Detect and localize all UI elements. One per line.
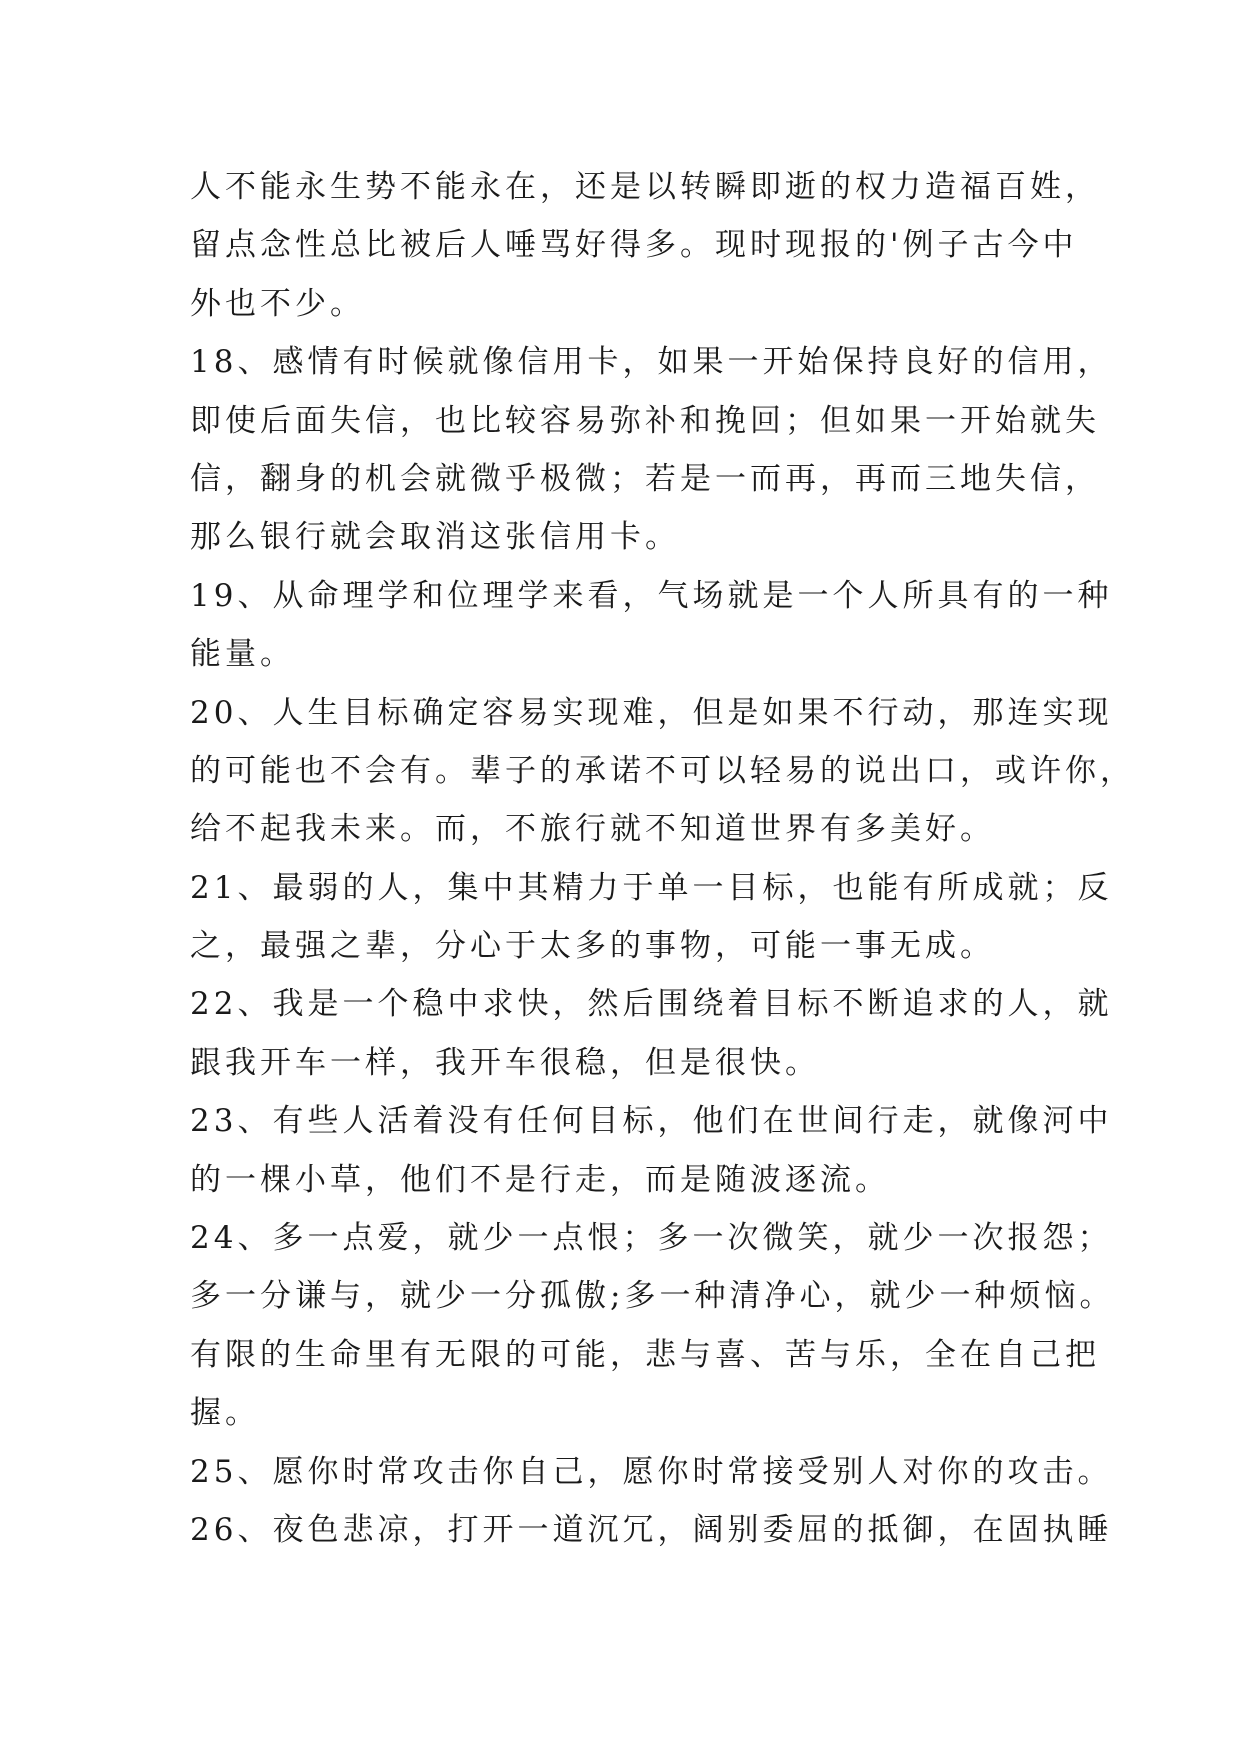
text-line: 给不起我未来。而，不旅行就不知道世界有多美好。 bbox=[190, 811, 995, 848]
text-line: 跟我开车一样，我开车很稳，但是很快。 bbox=[190, 1044, 820, 1081]
document-body bbox=[190, 158, 1135, 1559]
text-line: 有限的生命里有无限的可能，悲与喜、苦与乐，全在自己把 bbox=[190, 1336, 1100, 1373]
text-line: 外也不少。 bbox=[190, 285, 365, 322]
text-line: 信，翻身的机会就微乎极微；若是一而再，再而三地失信， bbox=[190, 460, 1100, 497]
text-line: 21、最弱的人，集中其精力于单一目标，也能有所成就；反 bbox=[190, 869, 1113, 906]
text-line: 22、我是一个稳中求快，然后围绕着目标不断追求的人，就 bbox=[190, 986, 1113, 1023]
text-line: 18、感情有时候就像信用卡，如果一开始保持良好的信用， bbox=[190, 344, 1113, 381]
text-line: 26、夜色悲凉，打开一道沉冗，阔别委屈的抵御，在固执睡 bbox=[190, 1511, 1113, 1548]
text-line: 那么银行就会取消这张信用卡。 bbox=[190, 519, 680, 556]
text-line: 24、多一点爱，就少一点恨；多一次微笑，就少一次报怨； bbox=[190, 1220, 1113, 1257]
text-line: 25、愿你时常攻击你自己，愿你时常接受别人对你的攻击。 bbox=[190, 1453, 1113, 1490]
text-line: 的可能也不会有。辈子的承诺不可以轻易的说出口，或许你， bbox=[190, 752, 1135, 789]
text-line: 19、从命理学和位理学来看，气场就是一个人所具有的一种 bbox=[190, 577, 1113, 614]
text-line: 留点念性总比被后人唾骂好得多。现时现报的'例子古今中 bbox=[190, 227, 1078, 264]
text-line: 23、有些人活着没有任何目标，他们在世间行走，就像河中 bbox=[190, 1103, 1113, 1140]
text-line: 之，最强之辈，分心于太多的事物，可能一事无成。 bbox=[190, 928, 995, 965]
text-line: 握。 bbox=[190, 1395, 260, 1432]
text-line: 多一分谦与，就少一分孤傲;多一种清净心，就少一种烦恼。 bbox=[190, 1278, 1115, 1315]
text-line: 能量。 bbox=[190, 636, 295, 673]
text-line: 即使后面失信，也比较容易弥补和挽回；但如果一开始就失 bbox=[190, 402, 1100, 439]
text-line: 的一棵小草，他们不是行走，而是随波逐流。 bbox=[190, 1161, 890, 1198]
text-line: 20、人生目标确定容易实现难，但是如果不行动，那连实现 bbox=[190, 694, 1113, 731]
text-line: 人不能永生势不能永在，还是以转瞬即逝的权力造福百姓， bbox=[190, 169, 1100, 205]
